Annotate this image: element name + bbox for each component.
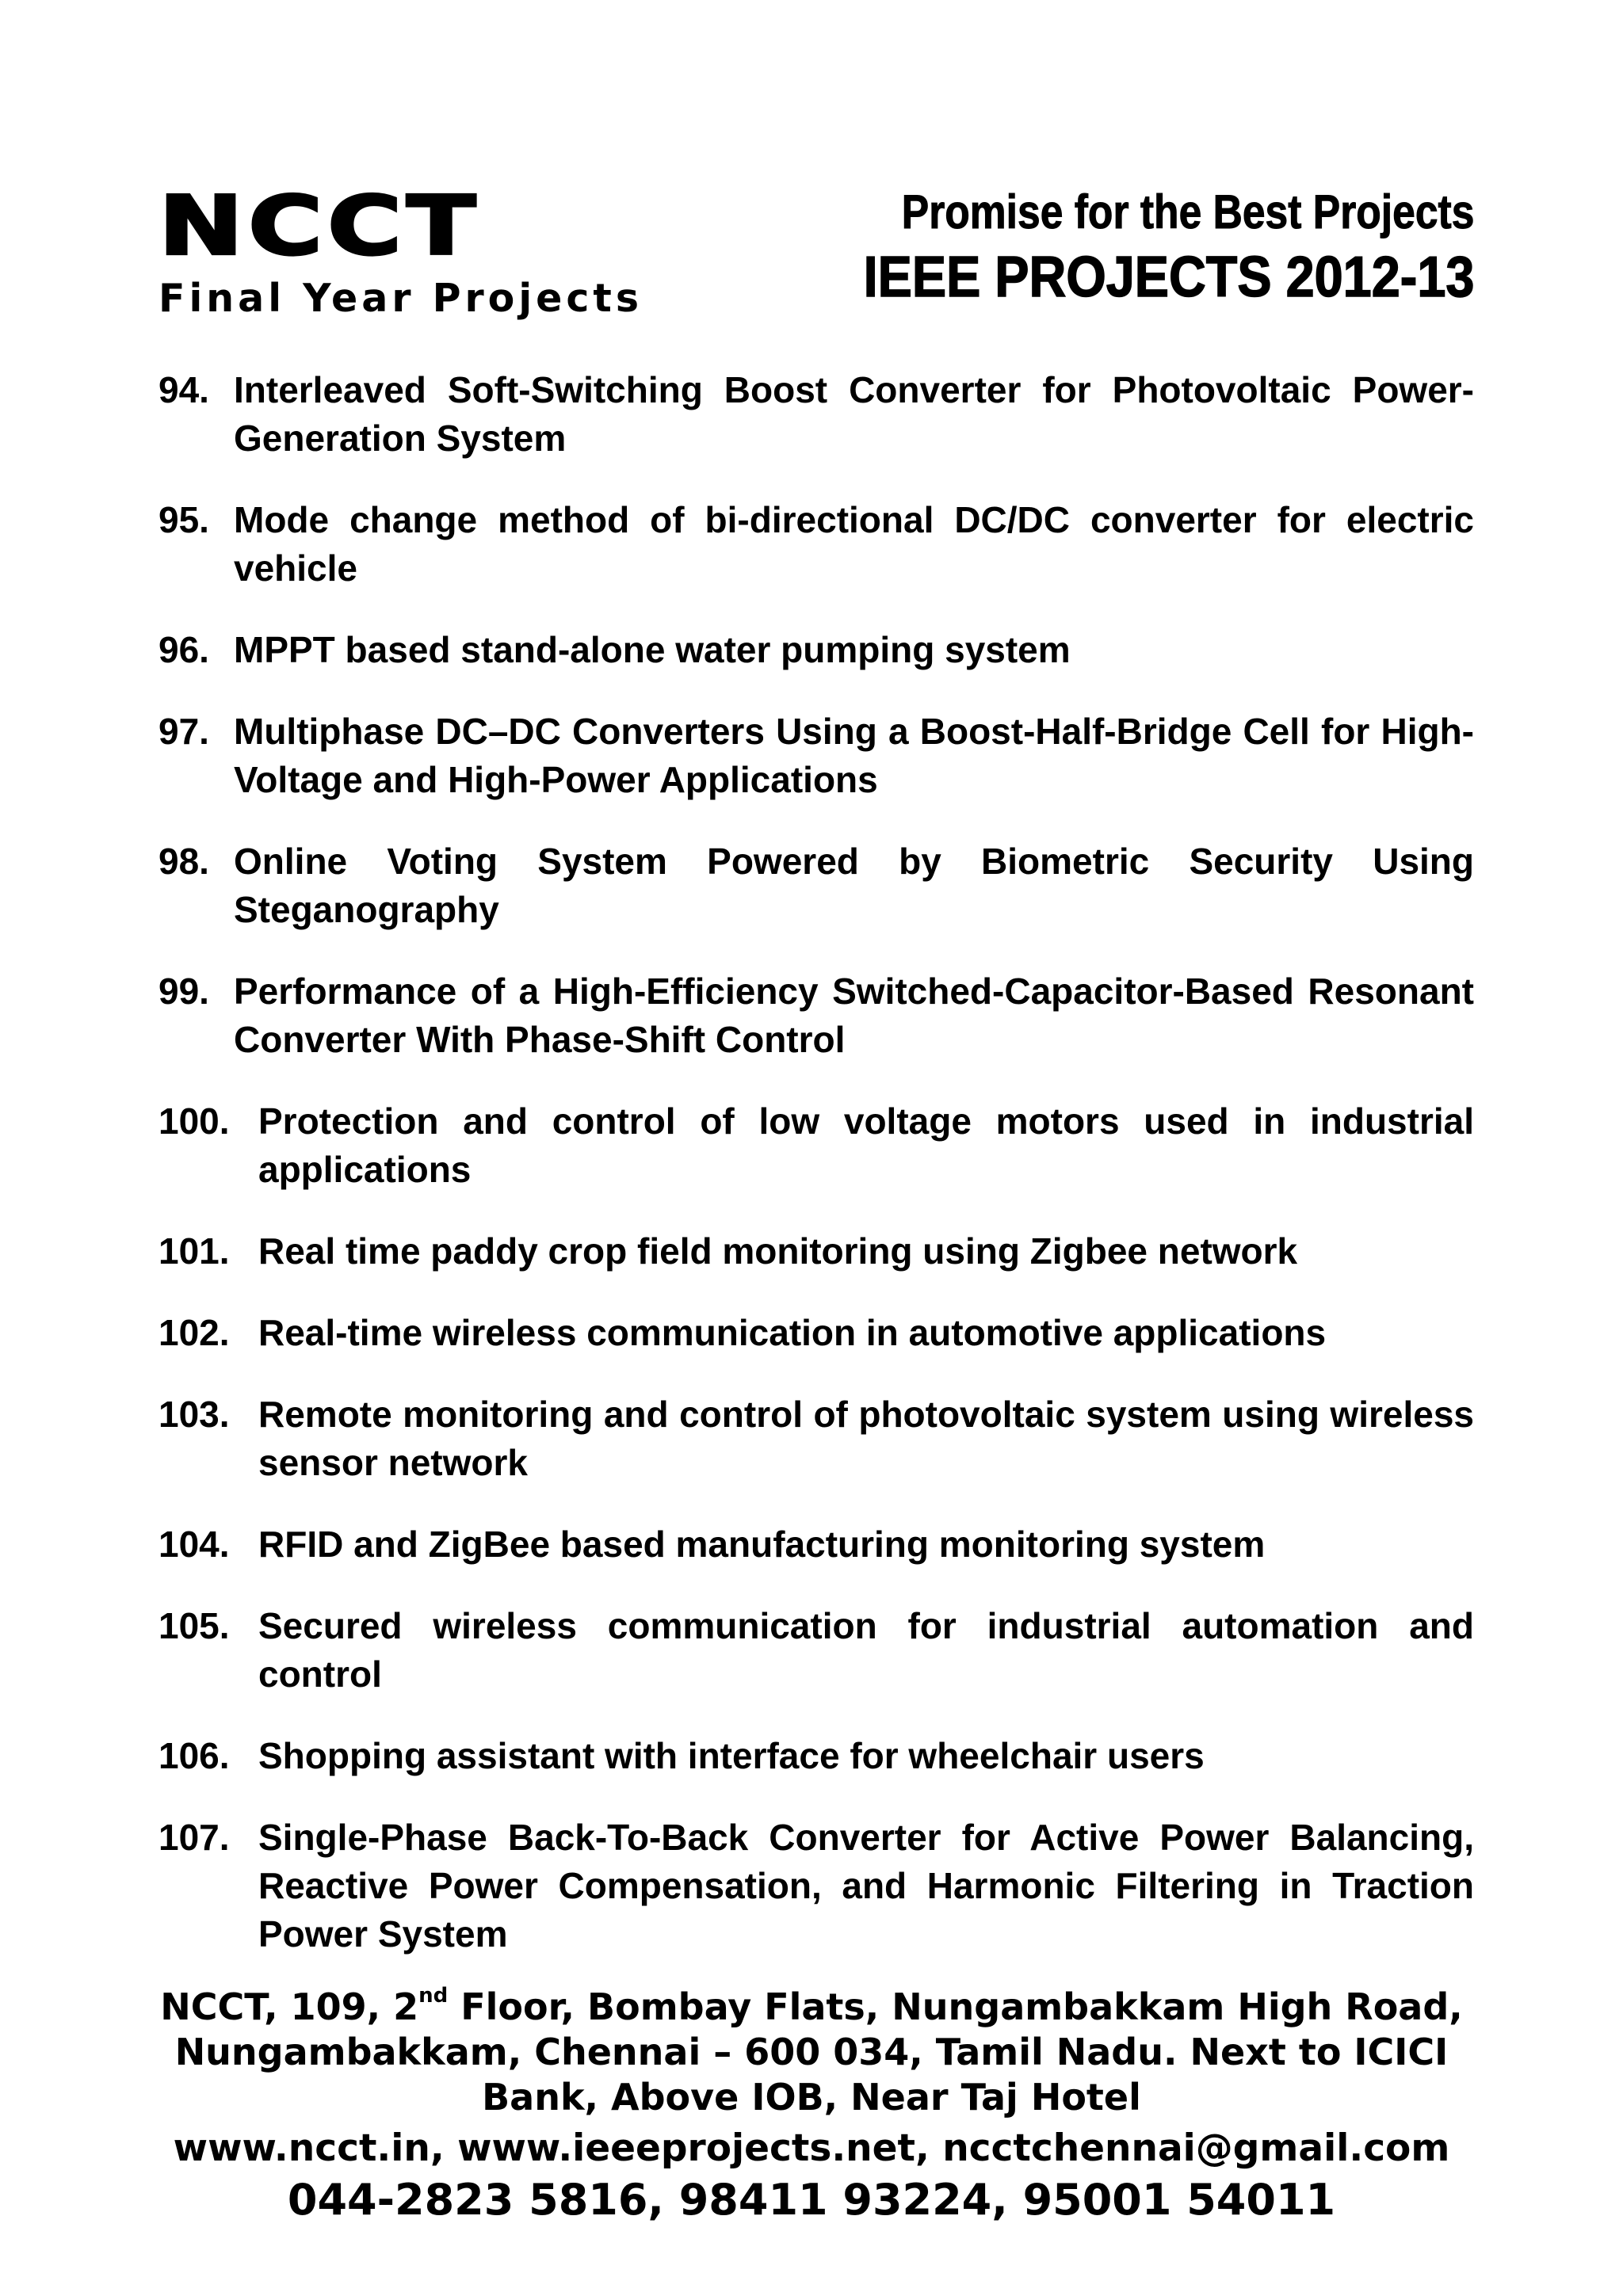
item-number: 107. <box>158 1817 230 1858</box>
address-part2: Floor, Bombay Flats, Nungambakkam High Road, Nungambakkam, Chennai – 600 034, Tamil Nadu. Next to ICICI Bank, Above IOB, Near Taj Hotel <box>174 1985 1463 2119</box>
item-number: 96. <box>158 629 209 670</box>
logo-subtitle: Final Year Projects <box>158 276 643 321</box>
item-number: 99. <box>158 971 209 1012</box>
project-list <box>158 366 1474 1992</box>
address <box>119 1985 1504 2120</box>
address-part1: NCCT, 109, 2 <box>160 1985 419 2028</box>
tagline: Promise for the Best Projects <box>901 185 1474 238</box>
item-number: 103. <box>158 1394 230 1435</box>
item-title: Multiphase DC–DC Converters Using a Boost-Half-Bridge Cell for High-Voltage and High-Power Applications <box>234 711 1474 800</box>
item-title: Performance of a High-Efficiency Switched-Capacitor-Based Resonant Converter With Phase-Shift Control <box>234 971 1474 1060</box>
list-item <box>158 1227 1474 1276</box>
item-number: 97. <box>158 711 209 752</box>
item-title: RFID and ZigBee based manufacturing monitoring system <box>258 1524 1266 1565</box>
item-number: 104. <box>158 1524 230 1565</box>
list-item <box>158 1602 1474 1699</box>
list-item <box>158 967 1474 1064</box>
item-title: Remote monitoring and control of photovoltaic system using wireless sensor network <box>258 1394 1474 1483</box>
item-title: Single-Phase Back-To-Back Converter for Active Power Balancing, Reactive Power Compensation, and Harmonic Filtering in Traction Power System <box>258 1817 1474 1955</box>
list-item <box>158 707 1474 804</box>
item-title: Secured wireless communication for industrial automation and control <box>258 1605 1474 1695</box>
item-title: Interleaved Soft-Switching Boost Converter for Photovoltaic Power-Generation System <box>234 369 1474 459</box>
item-number: 102. <box>158 1312 230 1353</box>
item-title: Real time paddy crop field monitoring using Zigbee network <box>258 1230 1298 1272</box>
item-number: 98. <box>158 841 209 882</box>
list-item <box>158 1814 1474 1958</box>
item-title: Real-time wireless communication in automotive applications <box>258 1312 1327 1353</box>
item-number: 94. <box>158 369 209 410</box>
list-item <box>158 837 1474 934</box>
header-titles <box>796 184 1474 314</box>
item-number: 106. <box>158 1735 230 1776</box>
web-and-email: www.ncct.in, www.ieeeprojects.net, ncctchennai@gmail.com <box>173 2126 1450 2170</box>
list-item <box>158 1390 1474 1487</box>
item-number: 101. <box>158 1230 230 1272</box>
address-superscript: nd <box>418 1984 449 2008</box>
item-title: Protection and control of low voltage motors used in industrial applications <box>258 1100 1474 1190</box>
list-item <box>158 626 1474 674</box>
list-item <box>158 1732 1474 1780</box>
list-item <box>158 366 1474 463</box>
item-title: Online Voting System Powered by Biometric Security Using Steganography <box>234 841 1474 930</box>
phone-numbers: 044-2823 5816, 98411 93224, 95001 54011 <box>287 2175 1336 2225</box>
ncct-logo <box>158 179 713 321</box>
logo-wordmark: NCCT <box>158 179 481 274</box>
item-number: 105. <box>158 1605 230 1646</box>
page-title: IEEE PROJECTS 2012-13 <box>863 246 1474 309</box>
item-title: Mode change method of bi-directional DC/DC converter for electric vehicle <box>234 499 1474 589</box>
list-item <box>158 1097 1474 1194</box>
item-title: MPPT based stand-alone water pumping system <box>234 629 1071 670</box>
item-title: Shopping assistant with interface for wheelchair users <box>258 1735 1205 1776</box>
item-number: 100. <box>158 1100 230 1142</box>
list-item <box>158 1520 1474 1569</box>
list-item <box>158 496 1474 593</box>
item-number: 95. <box>158 499 209 540</box>
contact-footer <box>119 1985 1504 2226</box>
list-item <box>158 1309 1474 1357</box>
